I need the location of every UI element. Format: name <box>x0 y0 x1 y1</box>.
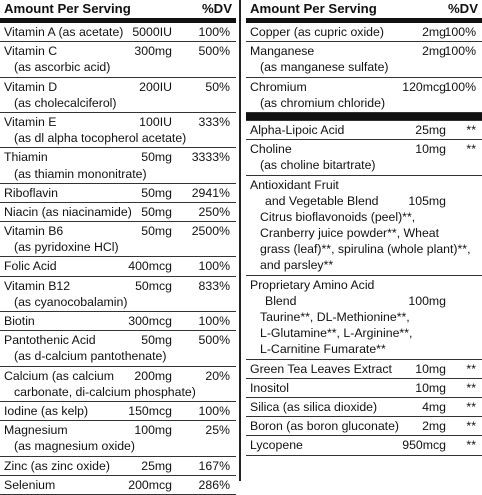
nutrient-source: (as ascorbic acid) <box>14 60 111 75</box>
nutrient-row <box>0 277 236 312</box>
nutrient-dv: 167% <box>198 458 230 473</box>
nutrient-amount: 4mg <box>422 399 446 414</box>
nutrient-amount: 2mg <box>422 44 446 59</box>
nutrient-row <box>0 402 236 421</box>
nutrient-name: Selenium <box>4 477 56 492</box>
left-nutrient-list <box>0 23 236 495</box>
amount-per-serving-heading: Amount Per Serving <box>250 1 377 16</box>
nutrient-name: Riboflavin <box>4 185 58 200</box>
nutrient-amount: 50mg <box>141 185 172 200</box>
nutrient-source: (as cholecalciferol) <box>14 95 117 110</box>
nutrient-row <box>0 78 236 113</box>
nutrient-line <box>0 239 236 255</box>
nutrient-dv: ** <box>466 419 476 434</box>
blend-ingredient-text: L-Glutamine**, L-Arginine**, <box>260 326 413 341</box>
nutrient-dv: 25% <box>205 423 230 438</box>
nutrient-dv: 333% <box>198 114 230 129</box>
nutrient-name: Magnesium <box>4 423 68 438</box>
nutrient-amount: 5000IU <box>132 25 172 39</box>
nutrient-line <box>0 95 236 111</box>
section-separator-bar <box>246 113 482 121</box>
nutrient-dv: 100% <box>444 79 476 94</box>
nutrient-amount: 50mg <box>141 224 172 239</box>
blend-ingredient-text: grass (leaf)**, spirulina (whole plant)**, <box>260 242 471 257</box>
nutrient-dv: 50% <box>205 79 230 94</box>
nutrient-line <box>0 114 236 130</box>
nutrient-line <box>246 43 482 59</box>
nutrient-dv: ** <box>466 438 476 453</box>
column-divider <box>239 0 241 481</box>
nutrient-line <box>0 258 236 274</box>
nutrient-dv: ** <box>466 399 476 414</box>
nutrient-name: Vitamin E <box>4 114 57 129</box>
nutrient-name: Pantothenic Acid <box>4 333 96 348</box>
nutrient-dv: 250% <box>198 204 230 219</box>
nutrient-row <box>0 222 236 257</box>
nutrient-dv: ** <box>466 122 476 137</box>
blend-amount-line <box>246 293 482 309</box>
nutrient-source: (as pyridoxine HCl) <box>14 240 119 255</box>
nutrient-row <box>246 121 482 140</box>
nutrient-name: Green Tea Leaves Extract <box>250 361 392 376</box>
nutrient-name: Inositol <box>250 380 289 395</box>
nutrient-name: Calcium (as calcium <box>4 368 115 383</box>
nutrient-amount: 300mcg <box>128 314 172 328</box>
nutrient-amount: 50mg <box>141 150 172 165</box>
nutrient-row <box>0 312 236 331</box>
nutrient-amount: 50mg <box>141 333 172 348</box>
nutrient-dv: 2941% <box>191 185 230 200</box>
nutrient-name: Copper (as cupric oxide) <box>250 25 384 39</box>
nutrient-line <box>0 477 236 493</box>
blend-ingredient-text: and parsley** <box>260 258 334 273</box>
nutrient-source: (as choline bitartrate) <box>260 158 376 173</box>
nutrient-row <box>246 140 482 175</box>
nutrient-amount: 120mcg <box>402 79 446 94</box>
nutrient-amount: 50mcg <box>135 278 172 293</box>
nutrient-dv: 100% <box>198 259 230 274</box>
nutrient-name: Silica (as silica dioxide) <box>250 399 378 414</box>
nutrient-dv: 100% <box>198 25 230 39</box>
nutrient-line <box>246 24 482 40</box>
nutrient-line <box>246 79 482 95</box>
nutrient-source: (as thiamin mononitrate) <box>14 166 147 181</box>
nutrient-line <box>246 380 482 396</box>
nutrient-row <box>246 78 482 113</box>
nutrient-name: Lycopene <box>250 438 303 453</box>
nutrient-row <box>0 331 236 366</box>
nutrient-amount: 10mg <box>415 361 446 376</box>
nutrient-name: Niacin (as niacinamide) <box>4 204 132 219</box>
blend-title-cont: Blend <box>265 293 297 308</box>
nutrient-dv: 500% <box>198 333 230 348</box>
nutrient-line <box>0 368 236 384</box>
nutrient-row <box>0 42 236 77</box>
nutrient-line <box>246 399 482 415</box>
nutrient-source: (as chromium chloride) <box>260 95 386 110</box>
nutrient-dv: 833% <box>198 278 230 293</box>
nutrient-line <box>0 130 236 146</box>
right-nutrient-list <box>246 23 482 113</box>
right-column <box>246 0 482 456</box>
nutrient-dv: ** <box>466 361 476 376</box>
nutrient-line <box>246 437 482 453</box>
blend-ingredient-text: Citrus bioflavonoids (peel)**, <box>260 209 416 224</box>
nutrient-row <box>246 379 482 398</box>
nutrient-name: Thiamin <box>4 150 48 165</box>
nutrient-name: Vitamin C <box>4 44 58 59</box>
nutrient-amount: 200mcg <box>128 477 172 492</box>
blend-amount-line <box>246 193 482 209</box>
nutrient-dv: 286% <box>198 477 230 492</box>
nutrient-name: Chromium <box>250 79 307 94</box>
nutrient-row <box>246 23 482 42</box>
nutrient-name: Vitamin D <box>4 79 58 94</box>
nutrient-amount: 2mg <box>422 25 446 39</box>
nutrient-line <box>0 403 236 419</box>
nutrient-line <box>0 185 236 201</box>
nutrient-line <box>246 141 482 157</box>
nutrient-line <box>0 79 236 95</box>
nutrient-row <box>246 398 482 417</box>
nutrient-row <box>246 276 482 360</box>
nutrient-dv: ** <box>466 380 476 395</box>
nutrient-line <box>0 204 236 220</box>
dv-heading: %DV <box>201 1 232 16</box>
right-other-ingredients-list <box>246 121 482 456</box>
nutrient-row <box>0 421 236 456</box>
blend-title-line <box>246 177 482 193</box>
nutrient-line <box>0 166 236 182</box>
nutrient-dv: 2500% <box>191 224 230 239</box>
nutrient-name: Vitamin B6 <box>4 224 64 239</box>
nutrient-line <box>0 332 236 348</box>
nutrient-source: carbonate, di-calcium phosphate) <box>14 384 196 399</box>
nutrient-row <box>0 457 236 476</box>
nutrient-line <box>0 422 236 438</box>
nutrient-dv: 100% <box>198 403 230 418</box>
left-header <box>0 0 236 23</box>
nutrient-name: Boron (as boron gluconate) <box>250 419 400 434</box>
nutrient-line <box>0 458 236 474</box>
nutrient-name: Choline <box>250 142 292 157</box>
nutrient-line <box>0 313 236 329</box>
nutrient-line <box>0 43 236 59</box>
nutrient-amount: 950mcg <box>402 438 446 453</box>
blend-title-line <box>246 277 482 293</box>
nutrient-row <box>0 367 236 402</box>
nutrient-source: (as dl alpha tocopherol acetate) <box>14 131 187 146</box>
nutrient-row <box>0 148 236 183</box>
nutrient-line <box>246 122 482 138</box>
blend-amount: 105mg <box>408 193 446 208</box>
nutrient-dv: 100% <box>444 25 476 39</box>
nutrient-line <box>0 59 236 75</box>
nutrient-source: (as manganese sulfate) <box>260 60 389 75</box>
nutrient-line <box>0 384 236 400</box>
nutrient-amount: 150mcg <box>128 403 172 418</box>
blend-ingredient-text: Cranberry juice powder**, Wheat <box>260 226 440 241</box>
nutrient-amount: 50mg <box>141 204 172 219</box>
nutrient-line <box>246 361 482 377</box>
nutrient-line <box>0 278 236 294</box>
nutrient-dv: 3333% <box>191 150 230 165</box>
nutrient-line <box>246 418 482 434</box>
blend-ingredient-text: Taurine**, DL-Methionine**, <box>260 310 410 324</box>
nutrient-name: Vitamin A (as acetate) <box>4 25 124 39</box>
nutrient-line <box>246 157 482 173</box>
nutrient-row <box>0 257 236 276</box>
nutrient-amount: 400mcg <box>128 259 172 274</box>
nutrient-line <box>246 95 482 111</box>
nutrient-row <box>0 23 236 42</box>
nutrient-amount: 25mg <box>141 458 172 473</box>
nutrient-line <box>246 59 482 75</box>
nutrient-row <box>0 203 236 222</box>
nutrient-name: Zinc (as zinc oxide) <box>4 458 110 473</box>
nutrient-amount: 25mg <box>415 122 446 137</box>
nutrient-line <box>0 24 236 40</box>
nutrient-amount: 2mg <box>422 419 446 434</box>
blend-ingredient-text: L-Carnitine Fumarate** <box>260 342 386 357</box>
nutrient-row <box>246 417 482 436</box>
nutrient-source: (as cyanocobalamin) <box>14 294 128 309</box>
nutrient-row <box>246 42 482 77</box>
nutrient-amount: 10mg <box>415 142 446 157</box>
nutrient-amount: 10mg <box>415 380 446 395</box>
nutrient-row <box>246 436 482 455</box>
blend-title-cont: and Vegetable Blend <box>265 193 379 208</box>
nutrient-dv: 500% <box>198 44 230 59</box>
nutrient-amount: 100IU <box>139 114 172 129</box>
nutrient-line <box>0 223 236 239</box>
nutrient-amount: 300mg <box>134 44 172 59</box>
nutrient-dv: 100% <box>198 314 230 328</box>
nutrient-row <box>246 360 482 379</box>
nutrient-row <box>0 113 236 148</box>
nutrient-line <box>0 149 236 165</box>
nutrient-row <box>0 476 236 495</box>
nutrient-name: Vitamin B12 <box>4 278 71 293</box>
nutrient-row <box>0 184 236 203</box>
nutrient-dv: 100% <box>444 44 476 59</box>
nutrient-amount: 100mg <box>134 423 172 438</box>
blend-title: Proprietary Amino Acid <box>250 277 375 292</box>
nutrient-source: (as magnesium oxide) <box>14 439 135 454</box>
blend-amount: 100mg <box>408 293 446 308</box>
blend-title: Antioxidant Fruit <box>250 177 339 192</box>
nutrient-line <box>0 348 236 364</box>
dv-heading: %DV <box>447 1 478 16</box>
nutrient-name: Alpha-Lipoic Acid <box>250 122 345 137</box>
left-column <box>0 0 236 495</box>
nutrient-dv: ** <box>466 142 476 157</box>
nutrient-source: (as d-calcium pantothenate) <box>14 349 167 364</box>
nutrient-dv: 20% <box>205 368 230 383</box>
nutrient-name: Iodine (as kelp) <box>4 403 89 418</box>
nutrient-amount: 200mg <box>134 368 172 383</box>
nutrient-row <box>246 176 482 276</box>
nutrient-name: Folic Acid <box>4 259 57 274</box>
nutrient-amount: 200IU <box>139 79 172 94</box>
right-header <box>246 0 482 23</box>
nutrient-name: Manganese <box>250 44 315 59</box>
amount-per-serving-heading: Amount Per Serving <box>4 1 131 16</box>
nutrient-line <box>0 294 236 310</box>
nutrient-line <box>0 438 236 454</box>
nutrient-name: Biotin <box>4 314 35 328</box>
